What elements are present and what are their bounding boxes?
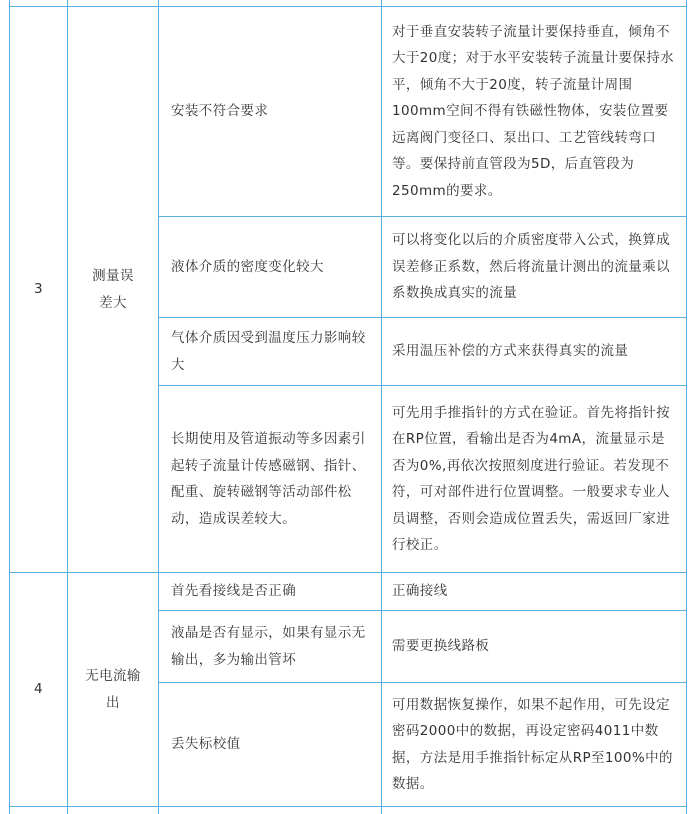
cause-text: 长期使用及管道振动等多因素引起转子流量计传感磁钢、指针、配重、旋转磁钢等活动部件松动，造成误差较大。: [171, 431, 366, 527]
solution-cell: [382, 318, 686, 385]
cause-cell: [159, 683, 381, 806]
cause-cell: [159, 611, 381, 682]
solution-text: 可用数据恢复操作，如果不起作用，可先设定密码2000中的数据，再设定密码4011中数据，方法是用手推指针标定从RP至100%中的数据。: [392, 696, 673, 792]
solution-cell: [382, 7, 686, 216]
solution-cell: [382, 683, 686, 806]
cause-text: 安装不符合要求: [171, 103, 269, 120]
cause-text: 液体介质的密度变化较大: [171, 258, 324, 275]
item-number-cell: [10, 573, 67, 806]
solution-cell: [382, 573, 686, 610]
row-divider: [9, 806, 686, 807]
cause-text: 气体介质因受到温度压力影响较大: [171, 330, 366, 373]
solution-text: 采用温压补偿的方式来获得真实的流量: [392, 343, 629, 360]
item-number: 3: [34, 281, 43, 298]
solution-text: 正确接线: [392, 583, 448, 600]
solution-cell: [382, 386, 686, 572]
solution-cell: [382, 217, 686, 317]
solution-text: 需要更换线路板: [392, 638, 490, 655]
fault-category: 测量误差大: [92, 268, 134, 311]
fault-category-cell: [68, 7, 158, 572]
solution-text: 可以将变化以后的介质密度带入公式，换算成误差修正系数，然后将流量计测出的流量乘以系数换成真实的流量: [392, 232, 670, 302]
fault-category: 无电流输出: [85, 668, 141, 711]
item-number-cell: [10, 7, 67, 572]
column-divider: [686, 0, 687, 814]
cause-cell: [159, 386, 381, 572]
cause-cell: [159, 573, 381, 610]
cause-text: 丢失标校值: [171, 736, 241, 753]
cause-cell: [159, 217, 381, 317]
solution-text: 可先用手推指针的方式在验证。首先将指针按在RP位置，看输出是否为4mA，流量显示是否为0%,再依次按照刻度进行验证。若发现不符，可对部件进行位置调整。一般要求专业人员调整，否则会造成位置丢失，需返回厂家进行校正。: [392, 404, 670, 553]
cause-cell: [159, 318, 381, 385]
fault-category-cell: [68, 573, 158, 806]
cause-text: 液晶是否有显示，如果有显示无输出，多为输出管坏: [171, 625, 366, 668]
solution-cell: [382, 611, 686, 682]
item-number: 4: [34, 681, 43, 698]
cause-cell: [159, 7, 381, 216]
solution-text: 对于垂直安装转子流量计要保持垂直，倾角不大于20度；对于水平安装转子流量计要保持水平，倾角不大于20度，转子流量计周围100mm空间不得有铁磁性物体，安装位置要远离阀门变径口、泵出口、工艺管线转弯口等。要保持前直管段为5D，后直管段为250mm的要求。: [392, 23, 675, 199]
cause-text: 首先看接线是否正确: [171, 583, 297, 600]
